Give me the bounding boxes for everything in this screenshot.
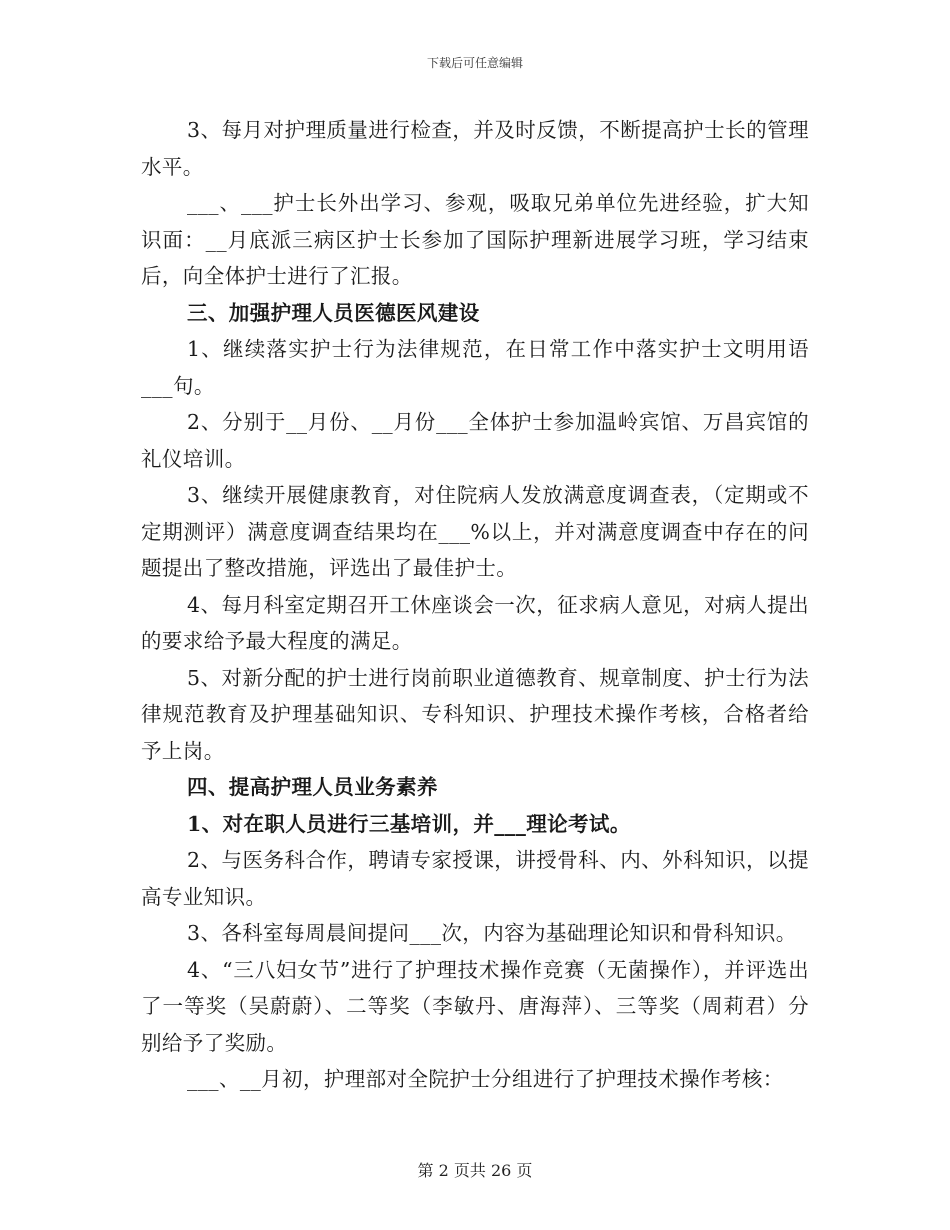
- paragraph-head-nurse-study: ___、___护士长外出学习、参观，吸取兄弟单位先进经验，扩大知识面：__月底派三病区护士长参加了国际护理新进展学习班，学习结束后，向全体护士进行了汇报。: [141, 191, 809, 288]
- paragraph-ethics-5: 5、对新分配的护士进行岗前职业道德教育、规章制度、护士行为法律规范教育及护理基础知识、专科知识、护理技术操作考核，合格者给予上岗。: [141, 665, 809, 763]
- paragraph-ethics-2: 2、分别于__月份、__月份___全体护士参加温岭宾馆、万昌宾馆的礼仪培训。: [141, 410, 809, 471]
- page-number: 第 2 页共 26 页: [417, 1161, 533, 1180]
- section-heading-ethics: 三、加强护理人员医德医风建设: [187, 300, 480, 325]
- paragraph-ethics-4: 4、每月科室定期召开工休座谈会一次，征求病人意见，对病人提出的要求给予最大程度的满足。: [141, 592, 809, 653]
- paragraph-quality-check: 3、每月对护理质量进行检查，并及时反馈，不断提高护士长的管理水平。: [141, 118, 809, 179]
- document-body: [141, 112, 809, 1098]
- paragraph-ethics-1: 1、继续落实护士行为法律规范，在日常工作中落实护士文明用语___句。: [141, 337, 809, 398]
- paragraph-ethics-3: 3、继续开展健康教育，对住院病人发放满意度调查表，（定期或不定期测评）满意度调查结果均在___%以上，并对满意度调查中存在的问题提出了整改措施，评选出了最佳护士。: [141, 483, 809, 580]
- paragraph-skills-4: 4、“三八妇女节”进行了护理技术操作竞赛（无菌操作），并评选出了一等奖（吴蔚蔚）、二等奖（李敏丹、唐海萍）、三等奖（周莉君）分别给予了奖励。: [141, 957, 809, 1055]
- paragraph-skills-3: 3、各科室每周晨间提问___次，内容为基础理论知识和骨科知识。: [187, 921, 797, 945]
- paragraph-skills-1: 1、对在职人员进行三基培训，并___理论考试。: [187, 811, 631, 836]
- paragraph-skills-2: 2、与医务科合作，聘请专家授课，讲授骨科、内、外科知识，以提高专业知识。: [141, 848, 809, 909]
- section-heading-skills: 四、提高护理人员业务素养: [187, 775, 438, 799]
- paragraph-skills-5: ___、__月初，护理部对全院护士分组进行了护理技术操作考核：: [187, 1067, 784, 1091]
- header-note: 下载后可任意编辑: [426, 56, 523, 70]
